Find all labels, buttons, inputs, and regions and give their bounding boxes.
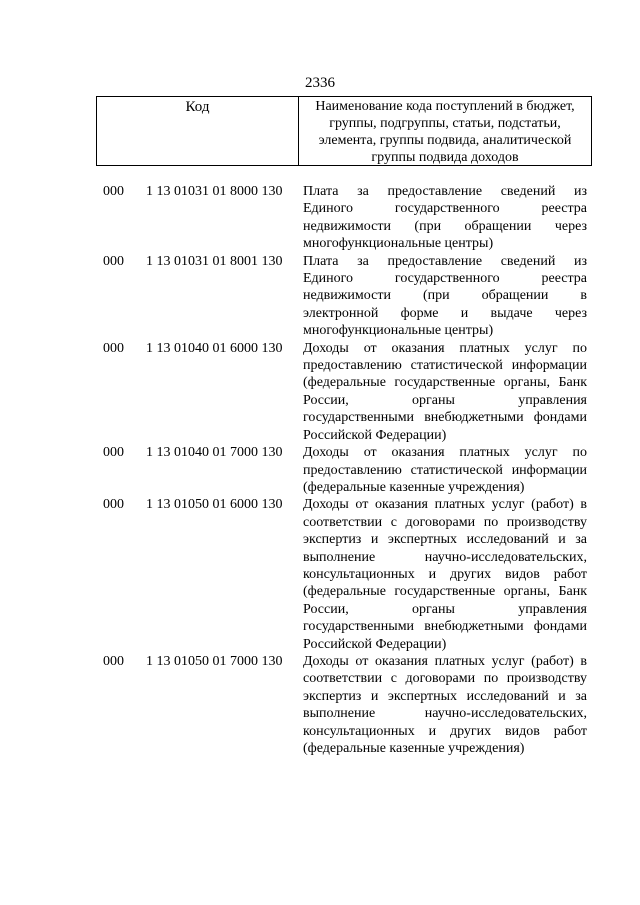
description-line: Российской Федерации)	[303, 427, 447, 443]
description-line: экспертиз и экспертных исследований и за	[303, 688, 587, 704]
description-line: (федеральные казенные учреждения)	[303, 741, 525, 756]
description-line: Единого государственного реестра	[303, 271, 587, 287]
revenue-description	[303, 183, 587, 253]
description-line: Плата за предоставление сведений из	[303, 184, 587, 199]
description-line: многофункциональные центры)	[303, 323, 494, 339]
table-header	[96, 96, 592, 166]
revenue-description	[303, 340, 587, 444]
revenue-code: 1 13 01040 01 6000 130	[146, 340, 283, 356]
header-name-line: группы подвида доходов	[371, 150, 519, 165]
description-line: предоставлению статистической информации	[303, 358, 587, 374]
description-line: России, органы управления	[303, 392, 587, 408]
revenue-description	[303, 253, 587, 340]
admin-code: 000	[103, 184, 124, 199]
description-line: (федеральные государственные органы, Банк	[303, 584, 587, 600]
description-line: выполнение научно-исследовательских,	[303, 549, 587, 565]
revenue-code: 1 13 01050 01 7000 130	[146, 653, 283, 669]
header-name-line: элемента, группы подвида, аналитической	[318, 133, 572, 148]
revenue-description	[303, 444, 587, 496]
description-line: соответствии с договорами по производству	[303, 514, 587, 530]
table-row	[0, 183, 640, 253]
revenue-code: 1 13 01031 01 8000 130	[146, 184, 283, 199]
revenue-code: 1 13 01031 01 8001 130	[146, 253, 283, 269]
admin-code: 000	[103, 497, 124, 513]
admin-code: 000	[103, 653, 124, 669]
revenue-code-list	[0, 183, 640, 757]
description-line: соответствии с договорами по производству	[303, 671, 587, 687]
description-line: Доходы от оказания платных услуг (работ) в	[303, 497, 587, 513]
table-row	[0, 444, 640, 496]
admin-code: 000	[103, 445, 124, 461]
header-code-column: Код	[97, 97, 299, 165]
description-line: государственными внебюджетными фондами	[303, 410, 587, 426]
description-line: Единого государственного реестра	[303, 201, 587, 217]
description-line: консультационных и других видов работ	[303, 566, 587, 582]
admin-code: 000	[103, 340, 124, 356]
revenue-description	[303, 653, 587, 757]
description-line: Доходы от оказания платных услуг по	[303, 445, 587, 461]
description-line: государственными внебюджетными фондами	[303, 619, 587, 635]
header-name-line: группы, подгруппы, статьи, подстатьи,	[329, 116, 561, 131]
table-row	[0, 253, 640, 340]
description-line: выполнение научно-исследовательских,	[303, 706, 587, 722]
description-line: Плата за предоставление сведений из	[303, 253, 587, 269]
header-name-line: Наименование кода поступлений в бюджет,	[315, 99, 575, 114]
description-line: России, органы управления	[303, 601, 587, 617]
table-row	[0, 496, 640, 653]
description-line: (федеральные государственные органы, Банк	[303, 375, 587, 391]
description-line: Доходы от оказания платных услуг по	[303, 340, 587, 356]
description-line: электронной форме и выдаче через	[303, 305, 587, 321]
table-row	[0, 653, 640, 757]
description-line: недвижимости (при обращении в	[303, 288, 587, 304]
description-line: многофункциональные центры)	[303, 236, 494, 252]
description-line: предоставлению статистической информации	[303, 462, 587, 478]
description-line: экспертиз и экспертных исследований и за	[303, 532, 587, 548]
revenue-code: 1 13 01050 01 6000 130	[146, 497, 283, 513]
table-row	[0, 340, 640, 444]
description-line: недвижимости (при обращении через	[303, 218, 587, 234]
description-line: Российской Федерации)	[303, 636, 447, 652]
admin-code: 000	[103, 253, 124, 269]
header-name-column	[299, 97, 591, 165]
revenue-code: 1 13 01040 01 7000 130	[146, 445, 283, 461]
page-number: 2336	[305, 75, 335, 91]
revenue-description	[303, 496, 587, 653]
description-line: консультационных и других видов работ	[303, 723, 587, 739]
description-line: (федеральные казенные учреждения)	[303, 479, 525, 495]
description-line: Доходы от оказания платных услуг (работ) в	[303, 653, 587, 669]
